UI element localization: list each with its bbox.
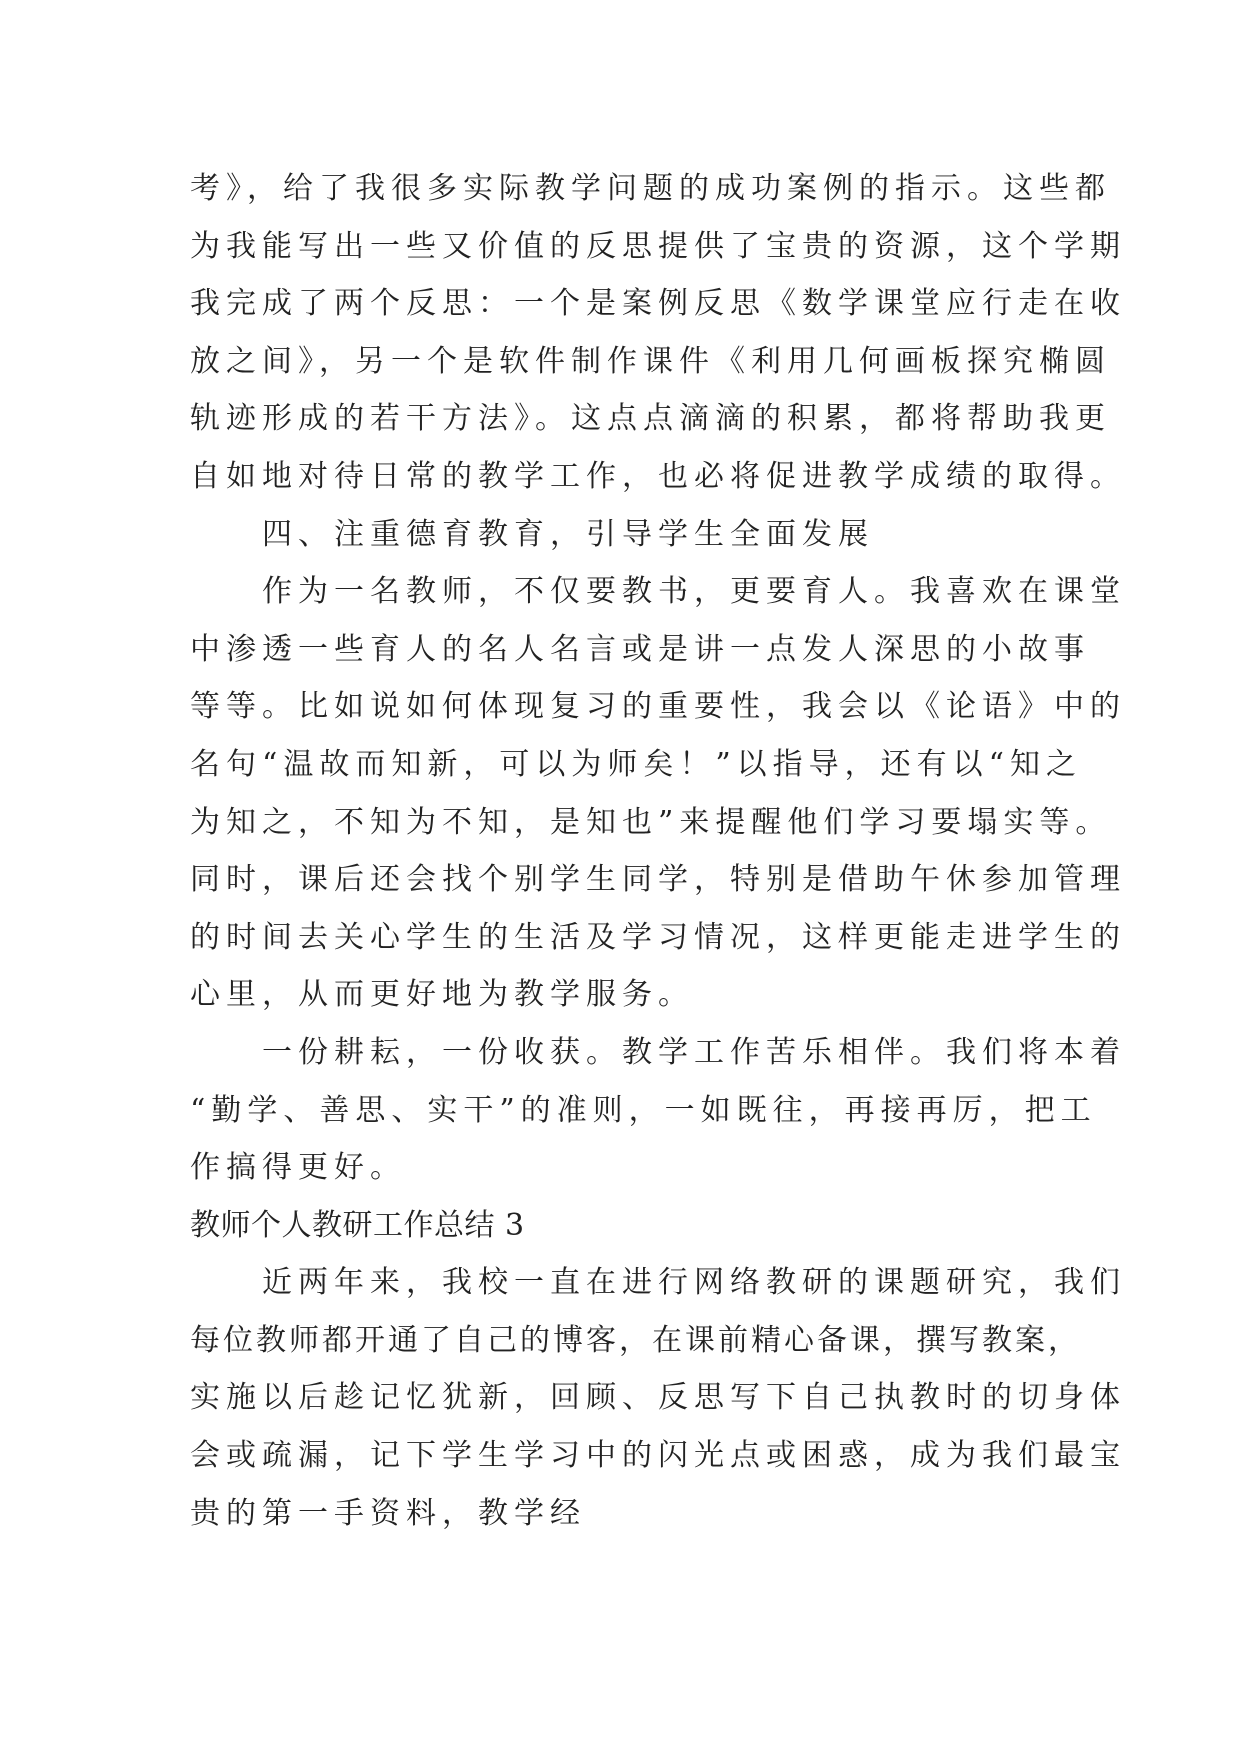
document-text-line: 作为一名教师，不仅要教书，更要育人。我喜欢在课堂 bbox=[262, 574, 1126, 610]
document-text-line: 作搞得更好。 bbox=[190, 1150, 406, 1186]
document-text-line: 为知之，不知为不知，是知也”来提醒他们学习要塌实等。 bbox=[190, 804, 1112, 840]
document-text-line: 同时，课后还会找个别学生同学，特别是借助午休参加管理 bbox=[190, 862, 1126, 898]
document-text-line: 近两年来，我校一直在进行网络教研的课题研究，我们 bbox=[262, 1265, 1126, 1301]
document-text-line: 中渗透一些育人的名人名言或是讲一点发人深思的小故事 bbox=[190, 631, 1090, 667]
document-text-line: 自如地对待日常的教学工作，也必将促进教学成绩的取得。 bbox=[190, 458, 1126, 494]
document-text-line: 每位教师都开通了自己的博客，在课前精心备课，撰写教案， bbox=[190, 1322, 1081, 1358]
document-text-line: 为我能写出一些又价值的反思提供了宝贵的资源，这个学期 bbox=[190, 228, 1126, 264]
document-text-line: 心里，从而更好地为教学服务。 bbox=[190, 977, 694, 1013]
document-text-line: 的时间去关心学生的生活及学习情况，这样更能走进学生的 bbox=[190, 919, 1126, 955]
document-text-line: 等等。比如说如何体现复习的重要性，我会以《论语》中的 bbox=[190, 689, 1126, 725]
document-text-line: 名句“温故而知新，可以为师矣！”以指导，还有以“知之 bbox=[190, 746, 1083, 782]
document-text-line: 一份耕耘，一份收获。教学工作苦乐相伴。我们将本着 bbox=[262, 1034, 1126, 1070]
document-text-line: 实施以后趁记忆犹新，回顾、反思写下自己执教时的切身体 bbox=[190, 1380, 1126, 1416]
document-text-line: 四、注重德育教育，引导学生全面发展 bbox=[262, 516, 874, 552]
document-text-line: 贵的第一手资料，教学经 bbox=[190, 1495, 586, 1531]
document-text-line: 会或疏漏，记下学生学习中的闪光点或困惑，成为我们最宝 bbox=[190, 1438, 1126, 1474]
section-heading: 教师个人教研工作总结 3 bbox=[190, 1207, 525, 1243]
document-text-line: 轨迹形成的若干方法》。这点点滴滴的积累，都将帮助我更 bbox=[190, 401, 1111, 437]
document-text-line: 我完成了两个反思：一个是案例反思《数学课堂应行走在收 bbox=[190, 286, 1126, 322]
document-text-line: 考》，给了我很多实际教学问题的成功案例的指示。这些都 bbox=[190, 171, 1111, 206]
document-text-line: “勤学、善思、实干”的准则，一如既往，再接再厉，把工 bbox=[190, 1092, 1097, 1128]
document-body bbox=[190, 160, 1126, 1542]
document-text-line: 放之间》，另一个是软件制作课件《利用几何画板探究椭圆 bbox=[190, 343, 1111, 379]
